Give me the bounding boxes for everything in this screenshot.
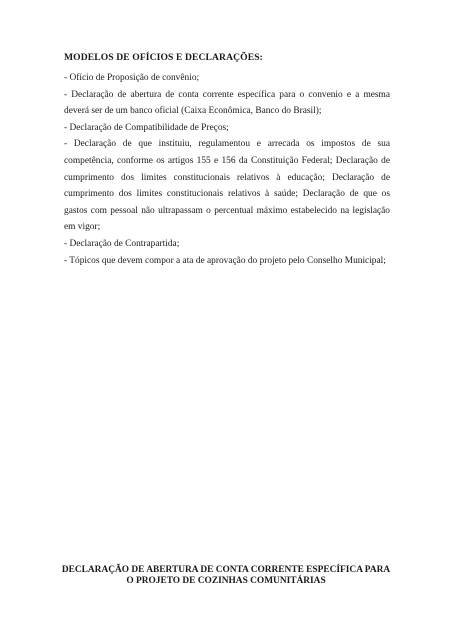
list-item: - Tópicos que devem compor a ata de aprovação do projeto pelo Conselho Municipal; [64, 255, 386, 266]
next-section-title-line-1: DECLARAÇÃO DE ABERTURA DE CONTA CORRENTE ESPECÍFICA PARA [61, 565, 391, 575]
section-heading: MODELOS DE OFÍCIOS E DECLARAÇÕES: [64, 52, 263, 63]
next-section-title-line-2: O PROJETO DE COZINHAS COMUNITÁRIAS [126, 576, 326, 586]
list-item: - Declaração de que instituiu, regulamentou e arrecada os impostos de sua competência, conforme os artigos 155 e 156 da Constituição Federal; Declaração de cumprimento dos limites constitucionais relativos à educação; Declaração de cumprimento dos limites constitucionais relativos à saúde; Declaração de que os gastos com pessoal não ultrapassam o percentual máximo estabelecido na legislação em vigor; [64, 139, 390, 233]
document-list [64, 70, 390, 269]
next-section-title [56, 565, 396, 587]
list-item: - Declaração de abertura de conta corrente específica para o convenio e a mesma deverá ser de um banco oficial (Caixa Econômica, Banco do Brasil); [64, 89, 390, 117]
list-item: - Ofício de Proposição de convênio; [64, 73, 200, 83]
list-item: - Declaração de Contrapartida; [64, 238, 180, 249]
list-item: - Declaração de Compatibilidade de Preços; [64, 122, 229, 133]
